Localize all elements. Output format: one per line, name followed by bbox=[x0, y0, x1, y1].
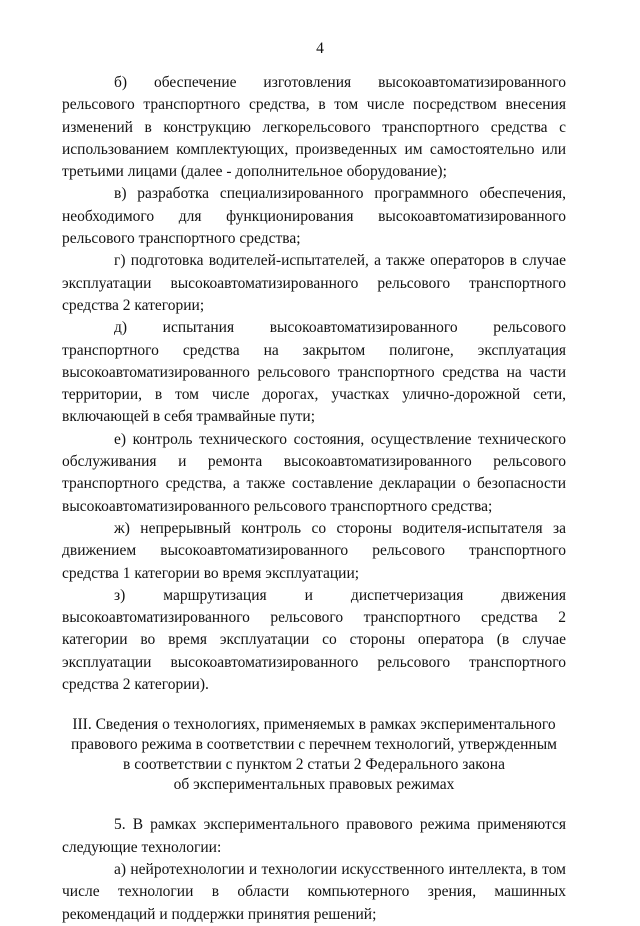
paragraph-b: б) обеспечение изготовления высокоавтоматизированного рельсового транспортного средства, в том числе посредством внесения изменений в конструкцию легкорельсового транспортного средства с использованием комплектующих, произведенных им самостоятельно или третьими лицами (далее - дополнительное оборудование); bbox=[62, 74, 566, 181]
page-number: 4 bbox=[316, 40, 324, 57]
paragraph-g: г) подготовка водителей-испытателей, а также операторов в случае эксплуатации высокоавтоматизированного рельсового транспортного средства 2 категории; bbox=[62, 252, 566, 314]
paragraph-zh: ж) непрерывный контроль со стороны водителя-испытателя за движением высокоавтоматизированного рельсового транспортного средства 1 категории во время эксплуатации; bbox=[62, 519, 566, 582]
section-heading-line: III. Сведения о технологиях, применяемых в рамках экспериментального bbox=[72, 716, 556, 734]
section-heading-line: правового режима в соответствии с перечнем технологий, утвержденным bbox=[71, 736, 557, 754]
paragraph-d: д) испытания высокоавтоматизированного рельсового транспортного средства на закрытом полигоне, эксплуатация высокоавтоматизированного рельсового транспортного средства на части территории, в том числе дорогах, участках улично-дорожной сети, включающей в себя трамвайные пути; bbox=[62, 319, 566, 426]
paragraph-5a: а) нейротехнологии и технологии искусственного интеллекта, в том числе технологии в области компьютерного зрения, машинных рекомендаций и поддержки принятия решений; bbox=[62, 860, 566, 923]
section-heading-line: в соответствии с пунктом 2 статьи 2 Федерального закона bbox=[123, 756, 505, 774]
section-heading bbox=[62, 715, 566, 795]
paragraph-z: з) маршрутизация и диспетчеризация движения высокоавтоматизированного рельсового транспортного средства 2 категории во время эксплуатации со стороны оператора (в случае эксплуатации высокоавтоматизированного рельсового транспортного средства 2 категории). bbox=[62, 586, 566, 694]
section-heading-line: об экспериментальных правовых режимах bbox=[173, 776, 455, 794]
paragraph-5: 5. В рамках экспериментального правового режима применяются следующие технологии: bbox=[62, 816, 566, 856]
document-body bbox=[62, 72, 566, 926]
paragraph-e: е) контроль технического состояния, осуществление технического обслуживания и ремонта высокоавтоматизированного рельсового транспортного средства, а также составление декларации о безопасности высокоавтоматизированного рельсового транспортного средства; bbox=[62, 430, 566, 515]
paragraph-v: в) разработка специализированного программного обеспечения, необходимого для функционирования высокоавтоматизированного рельсового транспортного средства; bbox=[62, 185, 566, 248]
